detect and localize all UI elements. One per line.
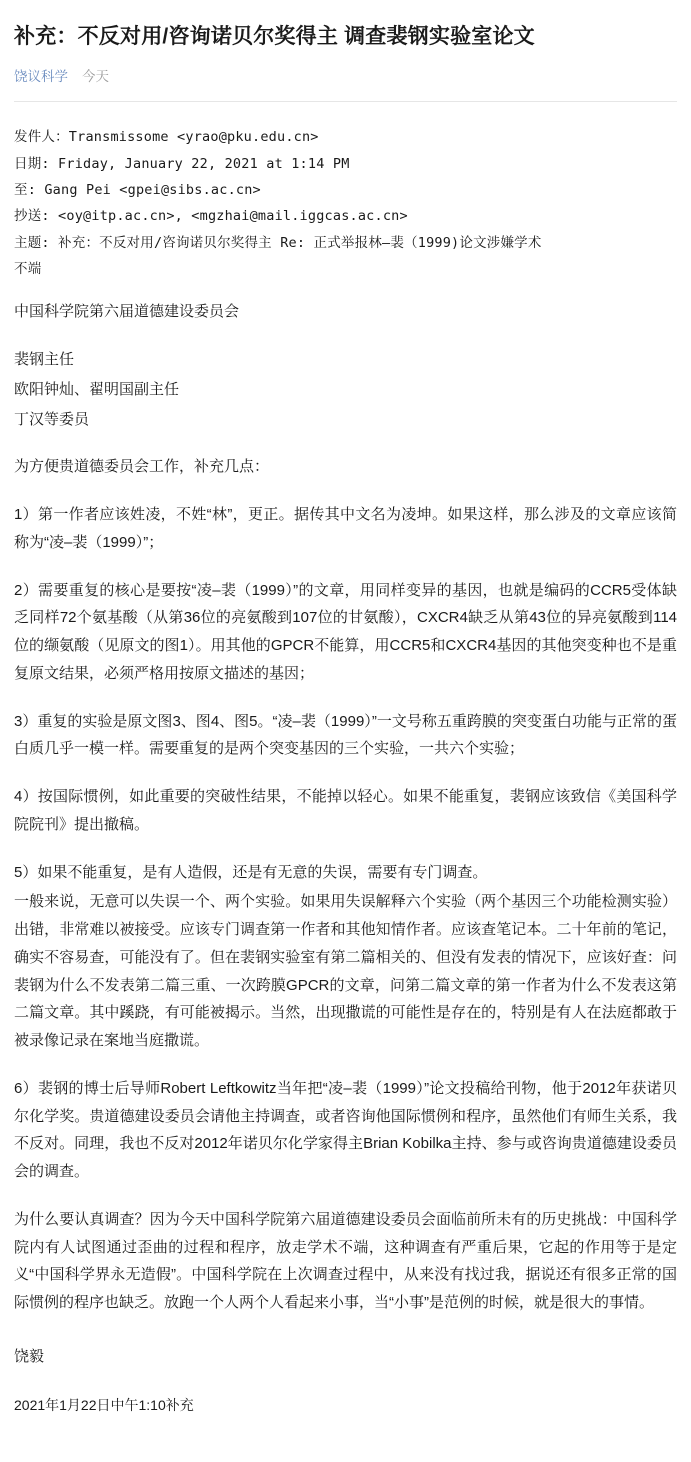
- intro-paragraph: 为方便贵道德委员会工作，补充几点：: [14, 458, 270, 476]
- account-name[interactable]: 饶议科学: [14, 69, 68, 85]
- email-subject-line-2: 不端: [14, 260, 42, 277]
- article-meta: [14, 65, 677, 85]
- salutation-line-1: 裴钢主任: [14, 351, 75, 369]
- email-to-line: 至: Gang Pei <gpei@sibs.ac.cn>: [14, 182, 261, 199]
- item5-heading: 5）如果不能重复，是有人造假，还是有无意的失误，需要有专门调查。: [14, 863, 488, 881]
- committee-line: 中国科学院第六届道德建设委员会: [14, 303, 240, 321]
- spacer: [14, 282, 677, 298]
- salutation-line-3: 丁汉等委员: [14, 410, 90, 428]
- salutation-line-2: 欧阳钟灿、翟明国副主任: [14, 380, 180, 398]
- publish-date: 今天: [82, 69, 109, 85]
- list-item: 4）按国际惯例，如此重要的突破性结果，不能掉以轻心。如果不能重复，裴钢应该致信《美国科学院院刊》提出撤稿。: [14, 788, 677, 833]
- list-item: 6）裴钢的博士后导师Robert Leftkowitz当年把“凌–裴（1999）”论文投稿给刊物，他于2012年获诺贝尔化学奖。贵道德建设委员会请他主持调查，或者咨询他国际惯例和程序，虽然他们有师生关系，我不反对。同理，我也不反对2012年诺贝尔化学家得主Brian Kobilka主持、参与或咨询贵道德建设委员会的调查。: [14, 1079, 677, 1181]
- closing-paragraph: 为什么要认真调查？因为今天中国科学院第六届道德建设委员会面临前所未有的历史挑战：中国科学院内有人试图通过歪曲的过程和程序，放走学术不端，这种调查有严重后果，它起的作用等于是定义“中国科学界永无造假”。中国科学院在上次调查过程中，从来没有找过我，据说还有很多正常的国际惯例的程序也缺乏。放跑一个人两个人看起来小事，当“小事”是范例的时候，就是很大的事情。: [14, 1210, 677, 1312]
- page-title: 补充：不反对用/咨询诺贝尔奖得主 调查裴钢实验室论文: [14, 25, 535, 48]
- signature: 饶毅: [14, 1347, 45, 1365]
- email-from-line: 发件人：Transmissome <yrao@pku.edu.cn>: [14, 129, 319, 146]
- list-item: 2）需要重复的核心是要按“凌–裴（1999）”的文章，用同样变异的基因，也就是编码的CCR5受体缺乏同样72个氨基酸（从第36位的亮氨酸到107位的甘氨酸），CXCR4缺乏从第43位的异亮氨酸到114位的缬氨酸（见原文的图1）。用其他的GPCR不能算，用CCR5和CXCR4基因的其他突变种也不是重复原文结果，必须严格用按原文描述的基因；: [14, 581, 677, 682]
- list-item: 3）重复的实验是原文图3、图4、图5。“凌–裴（1999）”一文号称五重跨膜的突变蛋白功能与正常的蛋白质几乎一模一样。需要重复的是两个突变基因的三个实验，一共六个实验；: [14, 712, 677, 758]
- item5-body: 一般来说，无意可以失误一个、两个实验。如果用失误解释六个实验（两个基因三个功能检测实验）出错，非常难以被接受。应该专门调查第一作者和其他知情作者。应该查笔记本。二十年前的笔记，确实不容易查，可能没有了。但在裴钢实验室有第二篇相关的、但没有发表的情况下，应该好查：问裴钢为什么不发表第二篇三重、一次跨膜GPCR的文章，问第二篇文章的第一作者为什么不发表这第二篇文章。其中蹊跷，有可能被揭示。当然，出现撒谎的可能性是存在的，特别是有人在法庭都敢于被录像记录在案地当庭撒谎。: [14, 893, 677, 1050]
- header-divider: [14, 101, 677, 102]
- timestamp-stamp: 2021年1月22日中午1:10补充: [14, 1396, 194, 1413]
- email-cc-line: 抄送: <oy@itp.ac.cn>, <mgzhai@mail.iggcas.ac.cn>: [14, 208, 408, 225]
- email-date-line: 日期: Friday, January 22, 2021 at 1:14 PM: [14, 155, 350, 172]
- email-header-block: [14, 124, 677, 282]
- list-item: 1）第一作者应该姓凌，不姓“林”，更正。据传其中文名为凌坤。如果这样，那么涉及的文章应该简称为“凌–裴（1999）”；: [14, 506, 677, 551]
- email-subject-line-1: 主题: 补充：不反对用/咨询诺贝尔奖得主 Re: 正式举报林–裴（1999)论文涉嫌学术: [14, 234, 542, 251]
